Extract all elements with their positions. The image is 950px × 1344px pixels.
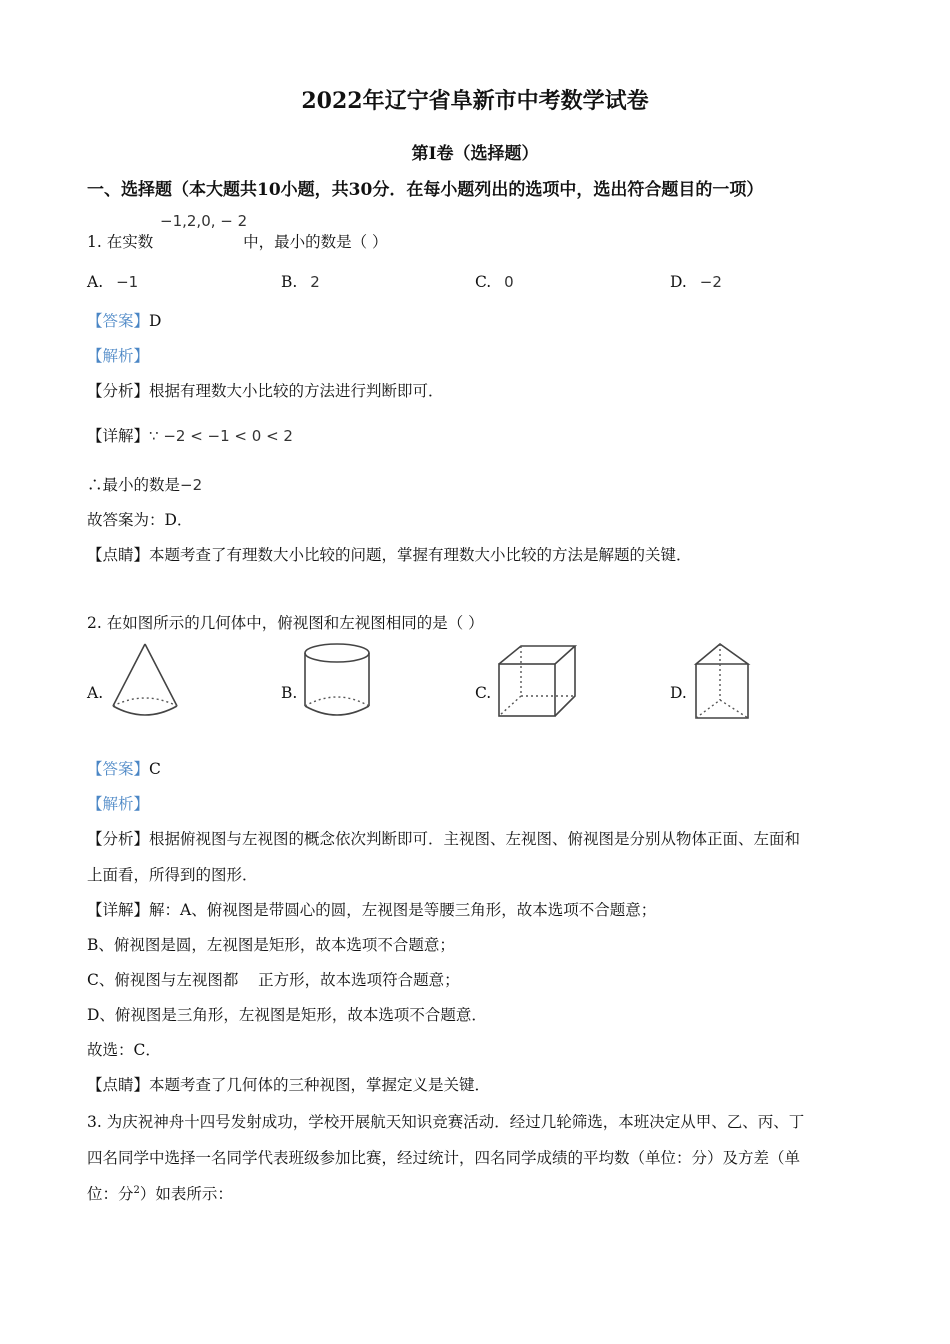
fenxi-text: 根据俯视图与左视图的概念依次判断即可．主视图、左视图、俯视图是分别从物体正面、左面和	[149, 830, 801, 848]
q2-fenxi	[87, 827, 800, 849]
q2-answer	[87, 757, 161, 779]
option-value: 0	[504, 273, 514, 291]
q1-option-a	[87, 273, 138, 291]
q2-conclusion: 故选：C．	[87, 1041, 161, 1059]
answer-tag: 【答案】	[87, 312, 150, 330]
detail-math: ∵ −2 < −1 < 0 < 2	[149, 427, 293, 445]
q3-text: 位：分	[87, 1185, 134, 1203]
dianjing-text: 本题考查了有理数大小比较的问题，掌握有理数大小比较的方法是解题的关键．	[149, 546, 692, 564]
therefore-math: −2	[180, 476, 203, 494]
q3-line3	[87, 1182, 233, 1204]
q2-fenxi-cont: 上面看，所得到的图形．	[87, 866, 258, 884]
option-value: −2	[699, 273, 722, 291]
option-letter: D.	[670, 273, 687, 291]
q1-numbers: −1,2,0, − 2	[160, 212, 248, 230]
q3-text: ）如表所示：	[139, 1185, 233, 1203]
detail-tag: 【详解】	[87, 901, 150, 919]
answer-value: C	[149, 760, 161, 778]
q2-detail-c: C、俯视图与左视图都 正方形，故本选项符合题意；	[87, 971, 460, 989]
answer-value: D	[149, 312, 162, 330]
q1-option-b	[281, 273, 320, 291]
option-value: −1	[116, 273, 139, 291]
dianjing-tag: 【点睛】	[87, 1076, 150, 1094]
q1-fenxi	[87, 379, 444, 401]
fenxi-tag: 【分析】	[87, 830, 150, 848]
q2-option-a-letter: A.	[87, 684, 104, 702]
q1-answer	[87, 309, 161, 331]
section-title: 一、选择题（本大题共10小题，共30分．在每小题列出的选项中，选出符合题目的一项）	[87, 180, 764, 200]
q2-option-b-letter: B.	[281, 684, 298, 702]
q1-analysis-tag: 【解析】	[87, 347, 150, 365]
q2-detail-d: D、俯视图是三角形，左视图是矩形，故本选项不合题意．	[87, 1006, 487, 1024]
q2-stem: 2. 在如图所示的几何体中，俯视图和左视图相同的是（ ）	[87, 614, 484, 632]
q2-dianjing	[87, 1073, 490, 1095]
page-title: 2022年辽宁省阜新市中考数学试卷	[301, 88, 649, 114]
cylinder-icon	[300, 640, 375, 724]
q1-stem	[87, 230, 388, 252]
q1-stem-suffix: 中，最小的数是（ ）	[243, 233, 388, 251]
therefore-text: ∴最小的数是	[87, 476, 181, 494]
q3-line2: 四名同学中选择一名同学代表班级参加比赛，经过统计，四名同学成绩的平均数（单位：分）及方差（单	[87, 1149, 801, 1167]
detail-text: 解：A、俯视图是带圆心的圆，左视图是等腰三角形，故本选项不合题意；	[149, 901, 657, 919]
dianjing-tag: 【点睛】	[87, 546, 150, 564]
fenxi-tag: 【分析】	[87, 382, 150, 400]
q1-option-c	[475, 273, 514, 291]
cube-icon	[495, 642, 579, 720]
q3-line1: 3. 为庆祝神舟十四号发射成功，学校开展航天知识竞赛活动．经过几轮筛选，本班决定从甲、乙、丙、丁	[87, 1113, 805, 1131]
q2-detail-a	[87, 898, 656, 920]
q1-conclusion: 故答案为：D．	[87, 511, 193, 529]
dianjing-text: 本题考查了几何体的三种视图，掌握定义是关键．	[149, 1076, 491, 1094]
detail-tag: 【详解】	[87, 427, 150, 445]
option-letter: C.	[475, 273, 492, 291]
q1-therefore	[87, 473, 202, 495]
option-letter: A.	[87, 273, 104, 291]
q1-option-d	[670, 273, 722, 291]
triangular-prism-icon	[690, 640, 754, 722]
q2-detail-b: B、俯视图是圆，左视图是矩形，故本选项不合题意；	[87, 936, 455, 954]
fenxi-text: 根据有理数大小比较的方法进行判断即可．	[149, 382, 444, 400]
part-title: 第I卷（选择题）	[411, 144, 539, 164]
q1-detail	[87, 424, 293, 446]
q3-superscript: 2	[133, 1184, 140, 1196]
q1-dianjing	[87, 543, 692, 565]
q2-option-c-letter: C.	[475, 684, 492, 702]
cone-icon	[105, 640, 185, 722]
option-letter: B.	[281, 273, 298, 291]
q2-analysis-tag: 【解析】	[87, 795, 150, 813]
option-value: 2	[310, 273, 320, 291]
answer-tag: 【答案】	[87, 760, 150, 778]
q2-option-d-letter: D.	[670, 684, 687, 702]
q1-stem-prefix: 1. 在实数	[87, 233, 154, 251]
